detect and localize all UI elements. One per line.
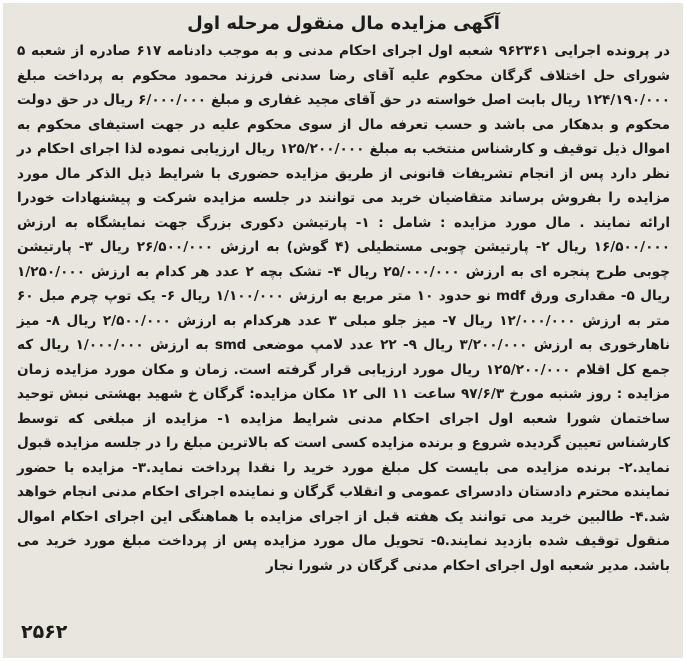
auction-notice: [3, 3, 683, 658]
notice-body: در پرونده اجرایی ۹۶۲۳۶۱ شعبه اول اجرای احکام مدنی و به موجب دادنامه ۶۱۷ صادره از شعبه ۵ شورای حل اختلاف گرگان محکوم علیه آقای رضا سدنی فرزند محمود محکوم به پرداخت مبلغ ۱۲۴/۱۹۰/۰۰۰ ریال بابت اصل خواسته در حق آقای مجید غفاری و مبلغ ۶/۰۰۰/۰۰۰ ریال در حق دولت محکوم و بدهکار می باشد و حسب تعرفه مال از سوی محکوم علیه در جهت استیفای محکوم به اموال ذیل توقیف و کارشناس منتخب به مبلغ ۱۲۵/۲۰۰/۰۰۰ ریال ارزیابی نموده لذا اجرای احکام در نظر دارد پس از انجام تشریفات قانونی از طریق مزایده حضوری با شرایط ذیل الذکر مال مورد مزایده را بفروش برساند متقاضیان خرید می توانند در جلسه مزایده شرکت و پیشنهادات خودرا ارائه نمایند . مال مورد مزایده : شامل : ۱- پارتیشن دکوری بزرگ جهت نمایشگاه به ارزش ۱۶/۵۰۰/۰۰۰ ریال ۲- پارتیشن چوبی مستطیلی (۴ گوش) به ارزش ۲۶/۵۰۰/۰۰۰ ریال ۳- پارتیشن چوبی طرح پنجره ای به ارزش ۲۵/۰۰۰/۰۰۰ ریال ۴- تشک بچه ۲ عدد هر کدام به ارزش ۱/۲۵۰/۰۰۰ ریال ۵- مقداری ورق mdf نو حدود ۱۰ متر مربع به ارزش ۱/۱۰۰/۰۰۰ ریال ۶- یک توپ چرم مبل ۶۰ متر به ارزش ۱۲/۰۰۰/۰۰۰ ریال ۷- میز جلو مبلی ۳ عدد هرکدام به ارزش ۲/۵۰۰/۰۰۰ ریال ۸- میز ناهارخوری به ارزش ۳/۲۰۰/۰۰۰ ریال ۹- ۲۲ عدد لامپ موضعی smd به ارزش ۱/۰۰۰/۰۰۰ ریال که جمع کل اقلام ۱۲۵/۲۰۰/۰۰۰ ریال مورد ارزیابی قرار گرفته است. زمان و مکان مورد مزایده زمان مزایده : روز شنبه مورخ ۹۷/۶/۳ ساعت ۱۱ الی ۱۲ مکان مزایده: گرگان خ شهید بهشتی نبش توحید ساختمان شورا شعبه اول اجرای احکام مدنی شرایط مزایده ۱- مزایده از مبلغی که توسط کارشناس تعیین گردیده شروع و برنده مزایده کسی است که بالاترین مبلغ را در جلسه مزایده قبول نماید.۲- برنده مزایده می بایست کل مبلغ مورد خرید را نقدا پرداخت نماید.۳- مزایده با حضور نماینده محترم دادستان دادسرای عمومی و انقلاب گرگان و نماینده اجرای احکام مدنی انجام خواهد شد.۴- طالبین خرید می توانند یک هفته قبل از اجرای مزایده با هماهنگی این اجرای احکام اموال منقول توقیف شده بازدید نمایند.۵- تحویل مال مورد مزایده پس از پرداخت مبلغ مورد خرید می باشد. مدیر شعبه اول اجرای احکام مدنی گرگان در شورا نجار: [17, 43, 671, 574]
notice-code: ۲۵۶۲: [21, 621, 68, 643]
notice-title: آگهی مزایده مال منقول مرحله اول: [187, 13, 500, 34]
